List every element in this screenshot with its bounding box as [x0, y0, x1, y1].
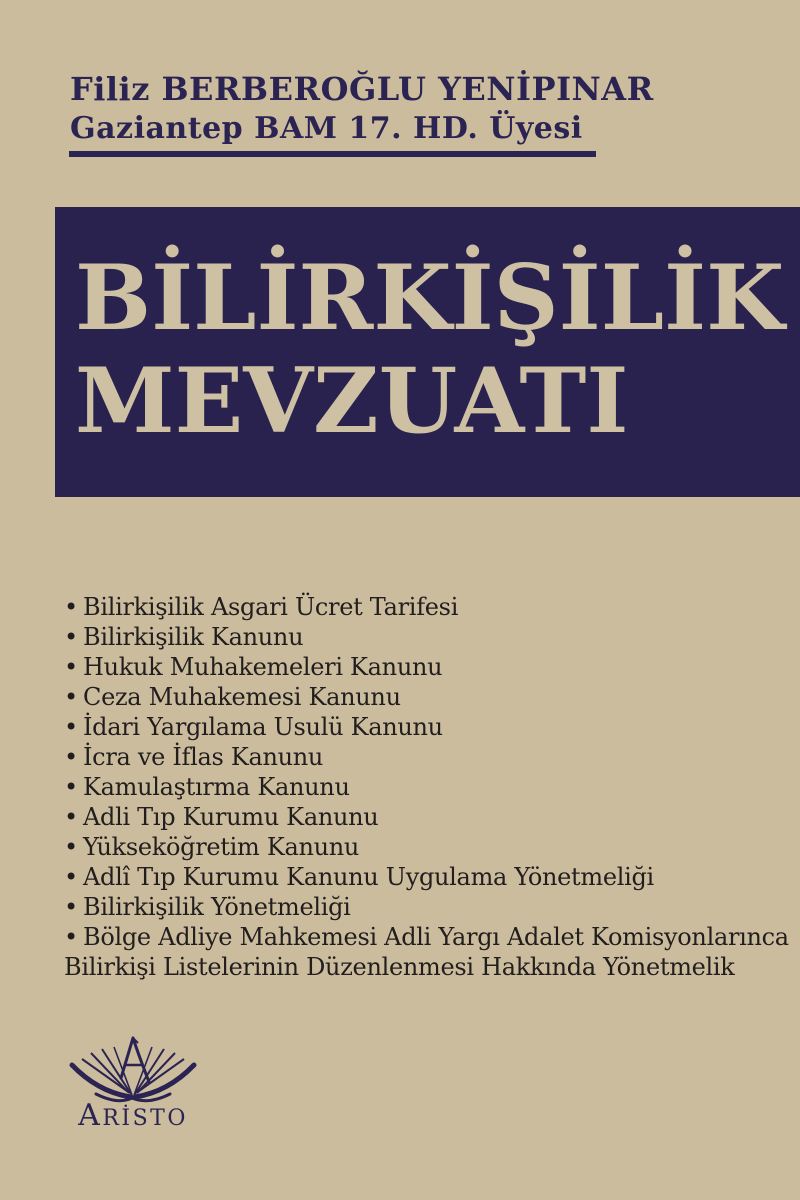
- list-item: [64, 742, 790, 772]
- list-item-label: İcra ve İflas Kanunu: [83, 743, 324, 771]
- list-item-label: Bilirkişilik Yönetmeliği: [83, 893, 351, 921]
- bullet-icon: •: [64, 653, 78, 681]
- list-item-label: Bilirkişilik Asgari Ücret Tarifesi: [83, 593, 459, 621]
- contents-list: [64, 592, 790, 982]
- bullet-icon: •: [64, 593, 78, 621]
- book-title-line1: BİLİRKİŞİLİK: [75, 245, 785, 351]
- title-box: [55, 207, 800, 497]
- list-item: [64, 832, 790, 862]
- bullet-icon: •: [64, 833, 78, 861]
- list-item-label: İdari Yargılama Usulü Kanunu: [83, 713, 443, 741]
- list-item: [64, 922, 790, 952]
- list-item: [64, 712, 790, 742]
- bullet-icon: •: [64, 803, 78, 831]
- list-item-label: Hukuk Muhakemeleri Kanunu: [83, 653, 443, 681]
- author-divider-rule: [69, 151, 596, 157]
- list-item: [64, 802, 790, 832]
- list-item-label: Yükseköğretim Kanunu: [83, 833, 360, 861]
- bullet-icon: •: [64, 773, 78, 801]
- list-item-label: Kamulaştırma Kanunu: [83, 773, 350, 801]
- list-item: [64, 652, 790, 682]
- list-item-label: Adlî Tıp Kurumu Kanunu Uygulama Yönetmeliği: [83, 863, 654, 891]
- author-role: Gaziantep BAM 17. HD. Üyesi: [70, 111, 583, 146]
- author-block: [70, 70, 654, 148]
- list-item: [64, 772, 790, 802]
- bullet-icon: •: [64, 923, 78, 951]
- open-book-icon: [58, 1036, 208, 1106]
- publisher-name-initial: A: [78, 1098, 103, 1133]
- list-item-label: Bölge Adliye Mahkemesi Adli Yargı Adalet Komisyonlarınca: [83, 923, 789, 951]
- list-item-label: Bilirkişilik Kanunu: [83, 623, 304, 651]
- publisher-logo: [58, 1036, 208, 1133]
- bullet-icon: •: [64, 743, 78, 771]
- list-item: [64, 622, 790, 652]
- list-item-label: Adli Tıp Kurumu Kanunu: [83, 803, 379, 831]
- bullet-icon: •: [64, 623, 78, 651]
- list-item: [64, 682, 790, 712]
- publisher-name-rest: RİSTO: [102, 1106, 188, 1131]
- list-item-continuation: Bilirkişi Listelerinin Düzenlenmesi Hakkında Yönetmelik: [64, 953, 735, 981]
- bullet-icon: •: [64, 683, 78, 711]
- bullet-icon: •: [64, 893, 78, 921]
- author-name: Filiz BERBEROĞLU YENİPINAR: [70, 70, 654, 108]
- list-item-label: Ceza Muhakemesi Kanunu: [83, 683, 401, 711]
- list-item: [64, 862, 790, 892]
- list-item: [64, 592, 790, 622]
- list-item: [64, 892, 790, 922]
- book-title-line2: MEVZUATI: [75, 348, 629, 454]
- bullet-icon: •: [64, 713, 78, 741]
- bullet-icon: •: [64, 863, 78, 891]
- publisher-name: [58, 1098, 208, 1133]
